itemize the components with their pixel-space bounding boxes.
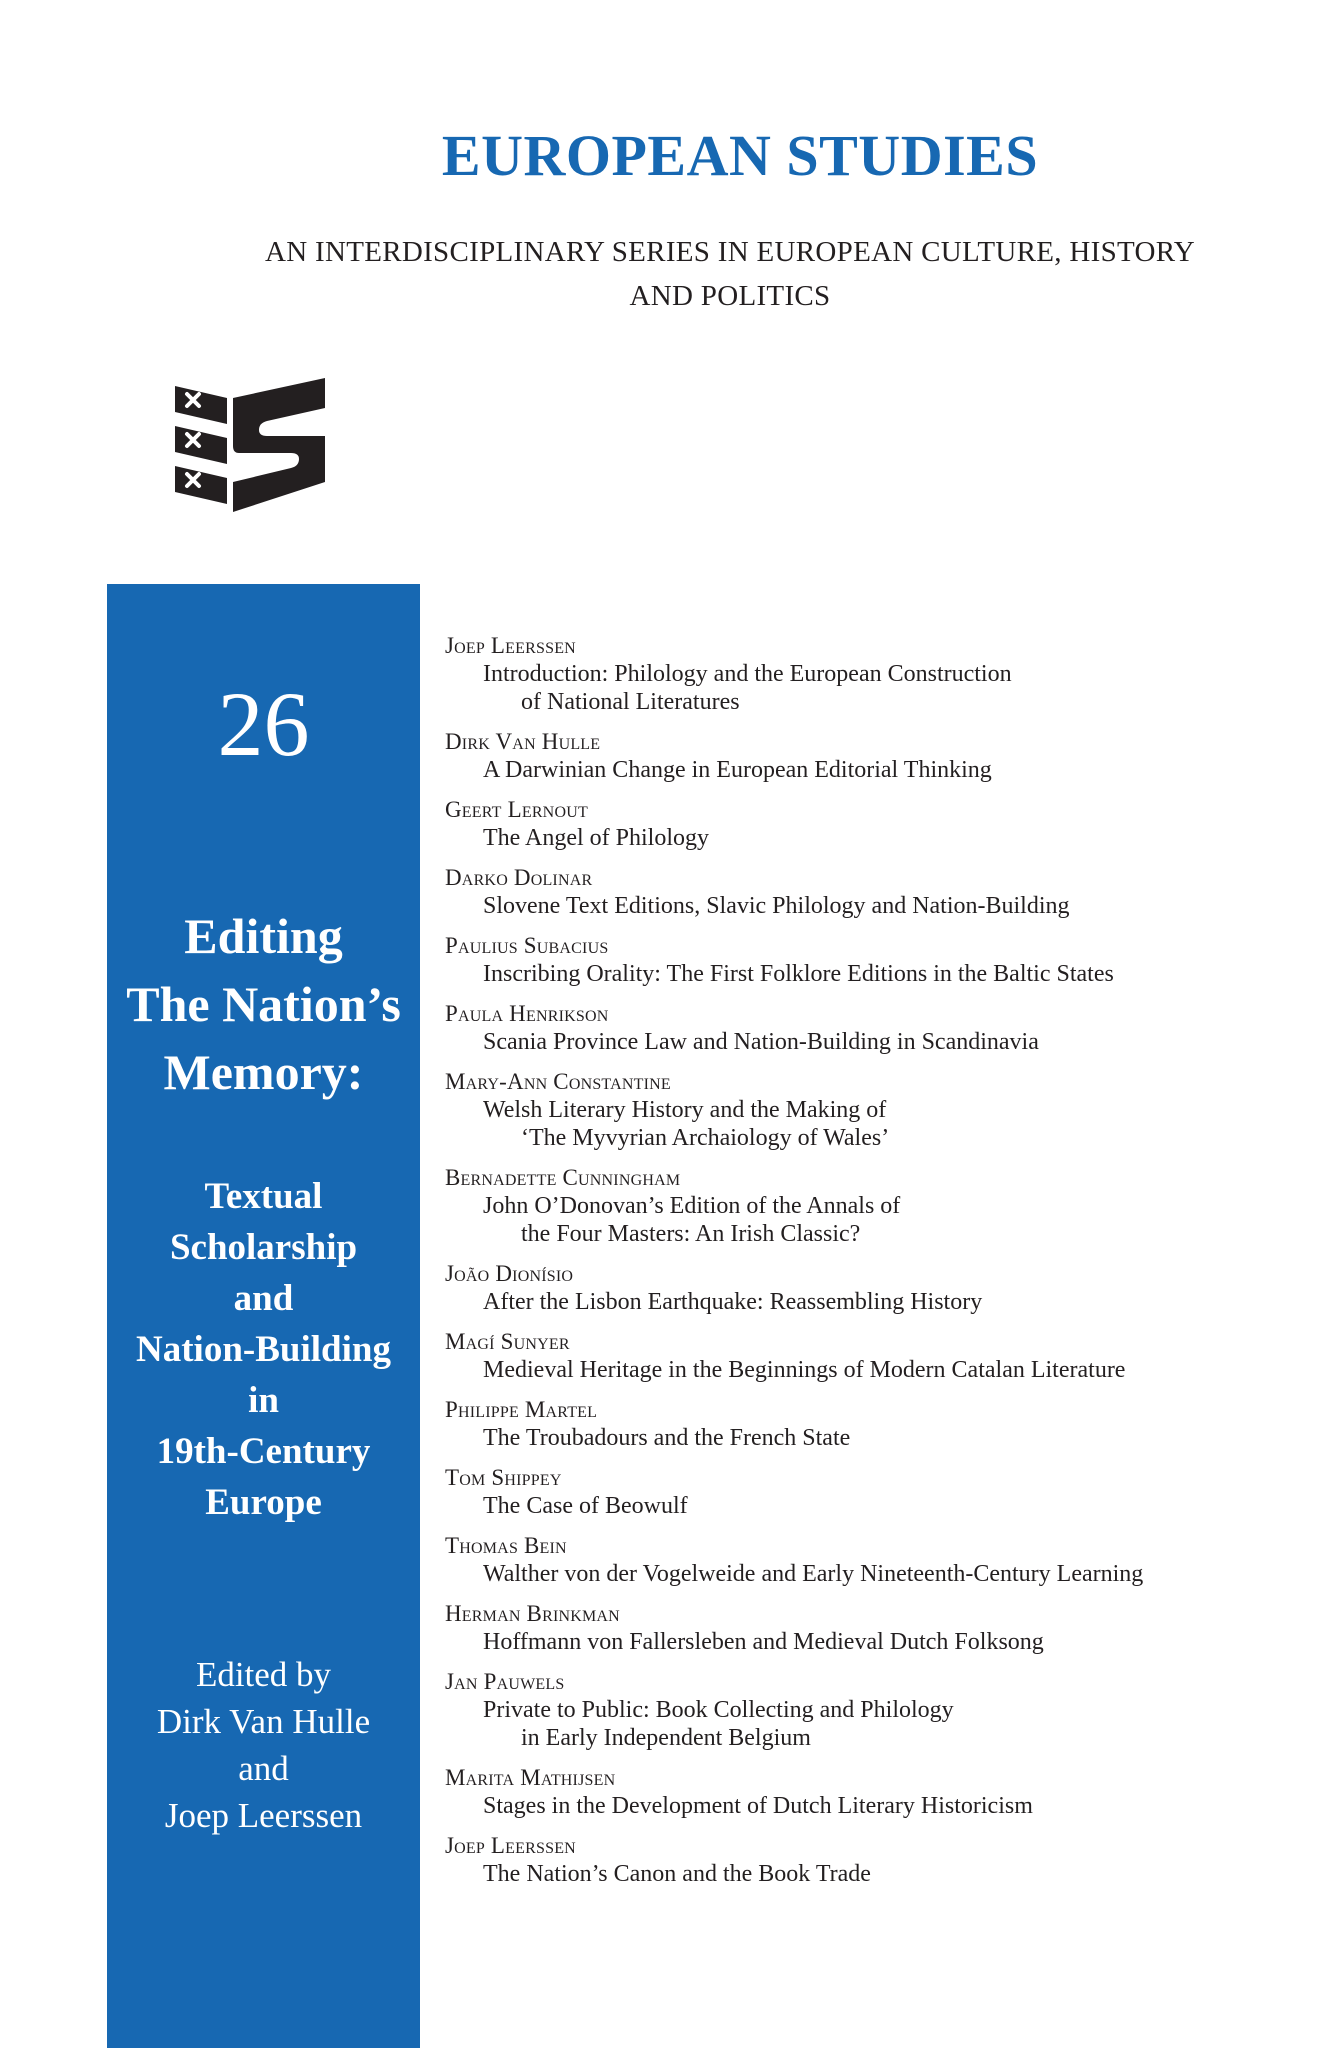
toc-entry (445, 932, 1325, 988)
toc-entry (445, 1764, 1325, 1820)
toc-title: Medieval Heritage in the Beginnings of Modern Catalan Literature (483, 1357, 1126, 1383)
toc-title: Hoffmann von Fallersleben and Medieval Dutch Folksong (483, 1629, 1044, 1655)
toc-author: Thomas Bein (445, 1533, 567, 1558)
toc-entry (445, 1396, 1325, 1452)
toc-title-line: ‘The Myvyrian Archaiology of Wales’ (521, 1125, 890, 1151)
series-subtitle (230, 230, 1230, 318)
toc-entry (445, 632, 1325, 716)
book-title-line: Editing (184, 908, 343, 964)
editors-line: Joep Leerssen (164, 1796, 363, 1835)
toc-title-line: Introduction: Philology and the European Construction (483, 661, 1012, 687)
toc-title-line: of National Literatures (521, 689, 740, 715)
toc-author: Marita Mathijsen (445, 1765, 616, 1790)
book-subtitle (107, 1171, 420, 1528)
toc-author: Joep Leerssen (445, 1833, 576, 1858)
toc-title (445, 1096, 1325, 1152)
toc-title-line: Welsh Literary History and the Making of (483, 1097, 887, 1123)
toc-title: Inscribing Orality: The First Folklore Editions in the Baltic States (483, 961, 1114, 987)
toc-title-line: Private to Public: Book Collecting and Philology (483, 1697, 954, 1723)
toc-entry (445, 1068, 1325, 1152)
volume-number: 26 (217, 673, 310, 775)
toc-entry (445, 796, 1325, 852)
editors-line: Dirk Van Hulle (156, 1702, 371, 1741)
toc-author: Philippe Martel (445, 1397, 598, 1422)
toc-entry (445, 1260, 1325, 1316)
series-title: EUROPEAN STUDIES (441, 123, 1039, 188)
book-subtitle-line: and (233, 1278, 294, 1319)
toc-entry (445, 1328, 1325, 1384)
book-title-line: The Nation’s (126, 976, 401, 1032)
book-subtitle-line: Europe (205, 1482, 322, 1523)
series-subtitle-line: AN INTERDISCIPLINARY SERIES IN EUROPEAN CULTURE, HISTORY (264, 236, 1196, 268)
toc-title (445, 1696, 1325, 1752)
toc-entry (445, 1600, 1325, 1656)
toc-author: Jan Pauwels (445, 1669, 565, 1694)
book-subtitle-line: 19th-Century (156, 1431, 371, 1472)
toc-title-line: the Four Masters: An Irish Classic? (521, 1221, 861, 1247)
toc-title: The Angel of Philology (483, 825, 709, 851)
toc-title: A Darwinian Change in European Editorial Thinking (483, 757, 992, 783)
toc-author: Paula Henrikson (445, 1001, 609, 1026)
toc-author: Mary-Ann Constantine (445, 1069, 671, 1094)
toc-author: Darko Dolinar (445, 865, 593, 890)
series-subtitle-line: AND POLITICS (629, 280, 831, 312)
book-subtitle-line: Scholarship (169, 1227, 358, 1268)
toc-title: The Case of Beowulf (483, 1493, 688, 1519)
toc-title: After the Lisbon Earthquake: Reassembling History (483, 1289, 983, 1315)
toc-title: The Nation’s Canon and the Book Trade (483, 1861, 871, 1887)
toc-author: Paulius Subacius (445, 933, 609, 958)
toc-author: Bernadette Cunningham (445, 1165, 681, 1190)
toc-title: The Troubadours and the French State (483, 1425, 851, 1451)
toc-entry (445, 864, 1325, 920)
table-of-contents (445, 632, 1325, 1888)
toc-author: Magí Sunyer (445, 1329, 570, 1354)
book-subtitle-line: Nation-Building (136, 1329, 391, 1370)
toc-entry (445, 1464, 1325, 1520)
toc-entry (445, 728, 1325, 784)
toc-title: Stages in the Development of Dutch Literary Historicism (483, 1793, 1033, 1819)
toc-author: Dirk Van Hulle (445, 729, 601, 754)
toc-title (445, 1192, 1325, 1248)
toc-entry (445, 1000, 1325, 1056)
toc-entry (445, 1532, 1325, 1588)
editors-line: Edited by (195, 1655, 332, 1694)
toc-entry (445, 1832, 1325, 1888)
editors (107, 1651, 420, 1839)
book-subtitle-line: Textual (204, 1176, 323, 1217)
toc-author: Geert Lernout (445, 797, 588, 822)
toc-author: João Dionísio (445, 1261, 574, 1286)
volume-info-band (107, 584, 420, 2048)
toc-entry (445, 1164, 1325, 1248)
toc-title: Slovene Text Editions, Slavic Philology and Nation-Building (483, 893, 1070, 919)
european-studies-logo-icon (175, 378, 325, 512)
toc-entry (445, 1668, 1325, 1752)
toc-author: Tom Shippey (445, 1465, 562, 1490)
book-subtitle-line: in (248, 1380, 279, 1421)
book-title (107, 902, 420, 1106)
editors-line: and (238, 1749, 289, 1788)
toc-author: Joep Leerssen (445, 633, 576, 658)
toc-title: Walther von der Vogelweide and Early Nineteenth-Century Learning (483, 1561, 1144, 1587)
toc-title (445, 660, 1325, 716)
book-title-line: Memory: (163, 1044, 364, 1100)
toc-title: Scania Province Law and Nation-Building in Scandinavia (483, 1029, 1039, 1055)
toc-title-line: in Early Independent Belgium (521, 1725, 811, 1751)
toc-author: Herman Brinkman (445, 1601, 620, 1626)
toc-title-line: John O’Donovan’s Edition of the Annals of (483, 1193, 901, 1219)
